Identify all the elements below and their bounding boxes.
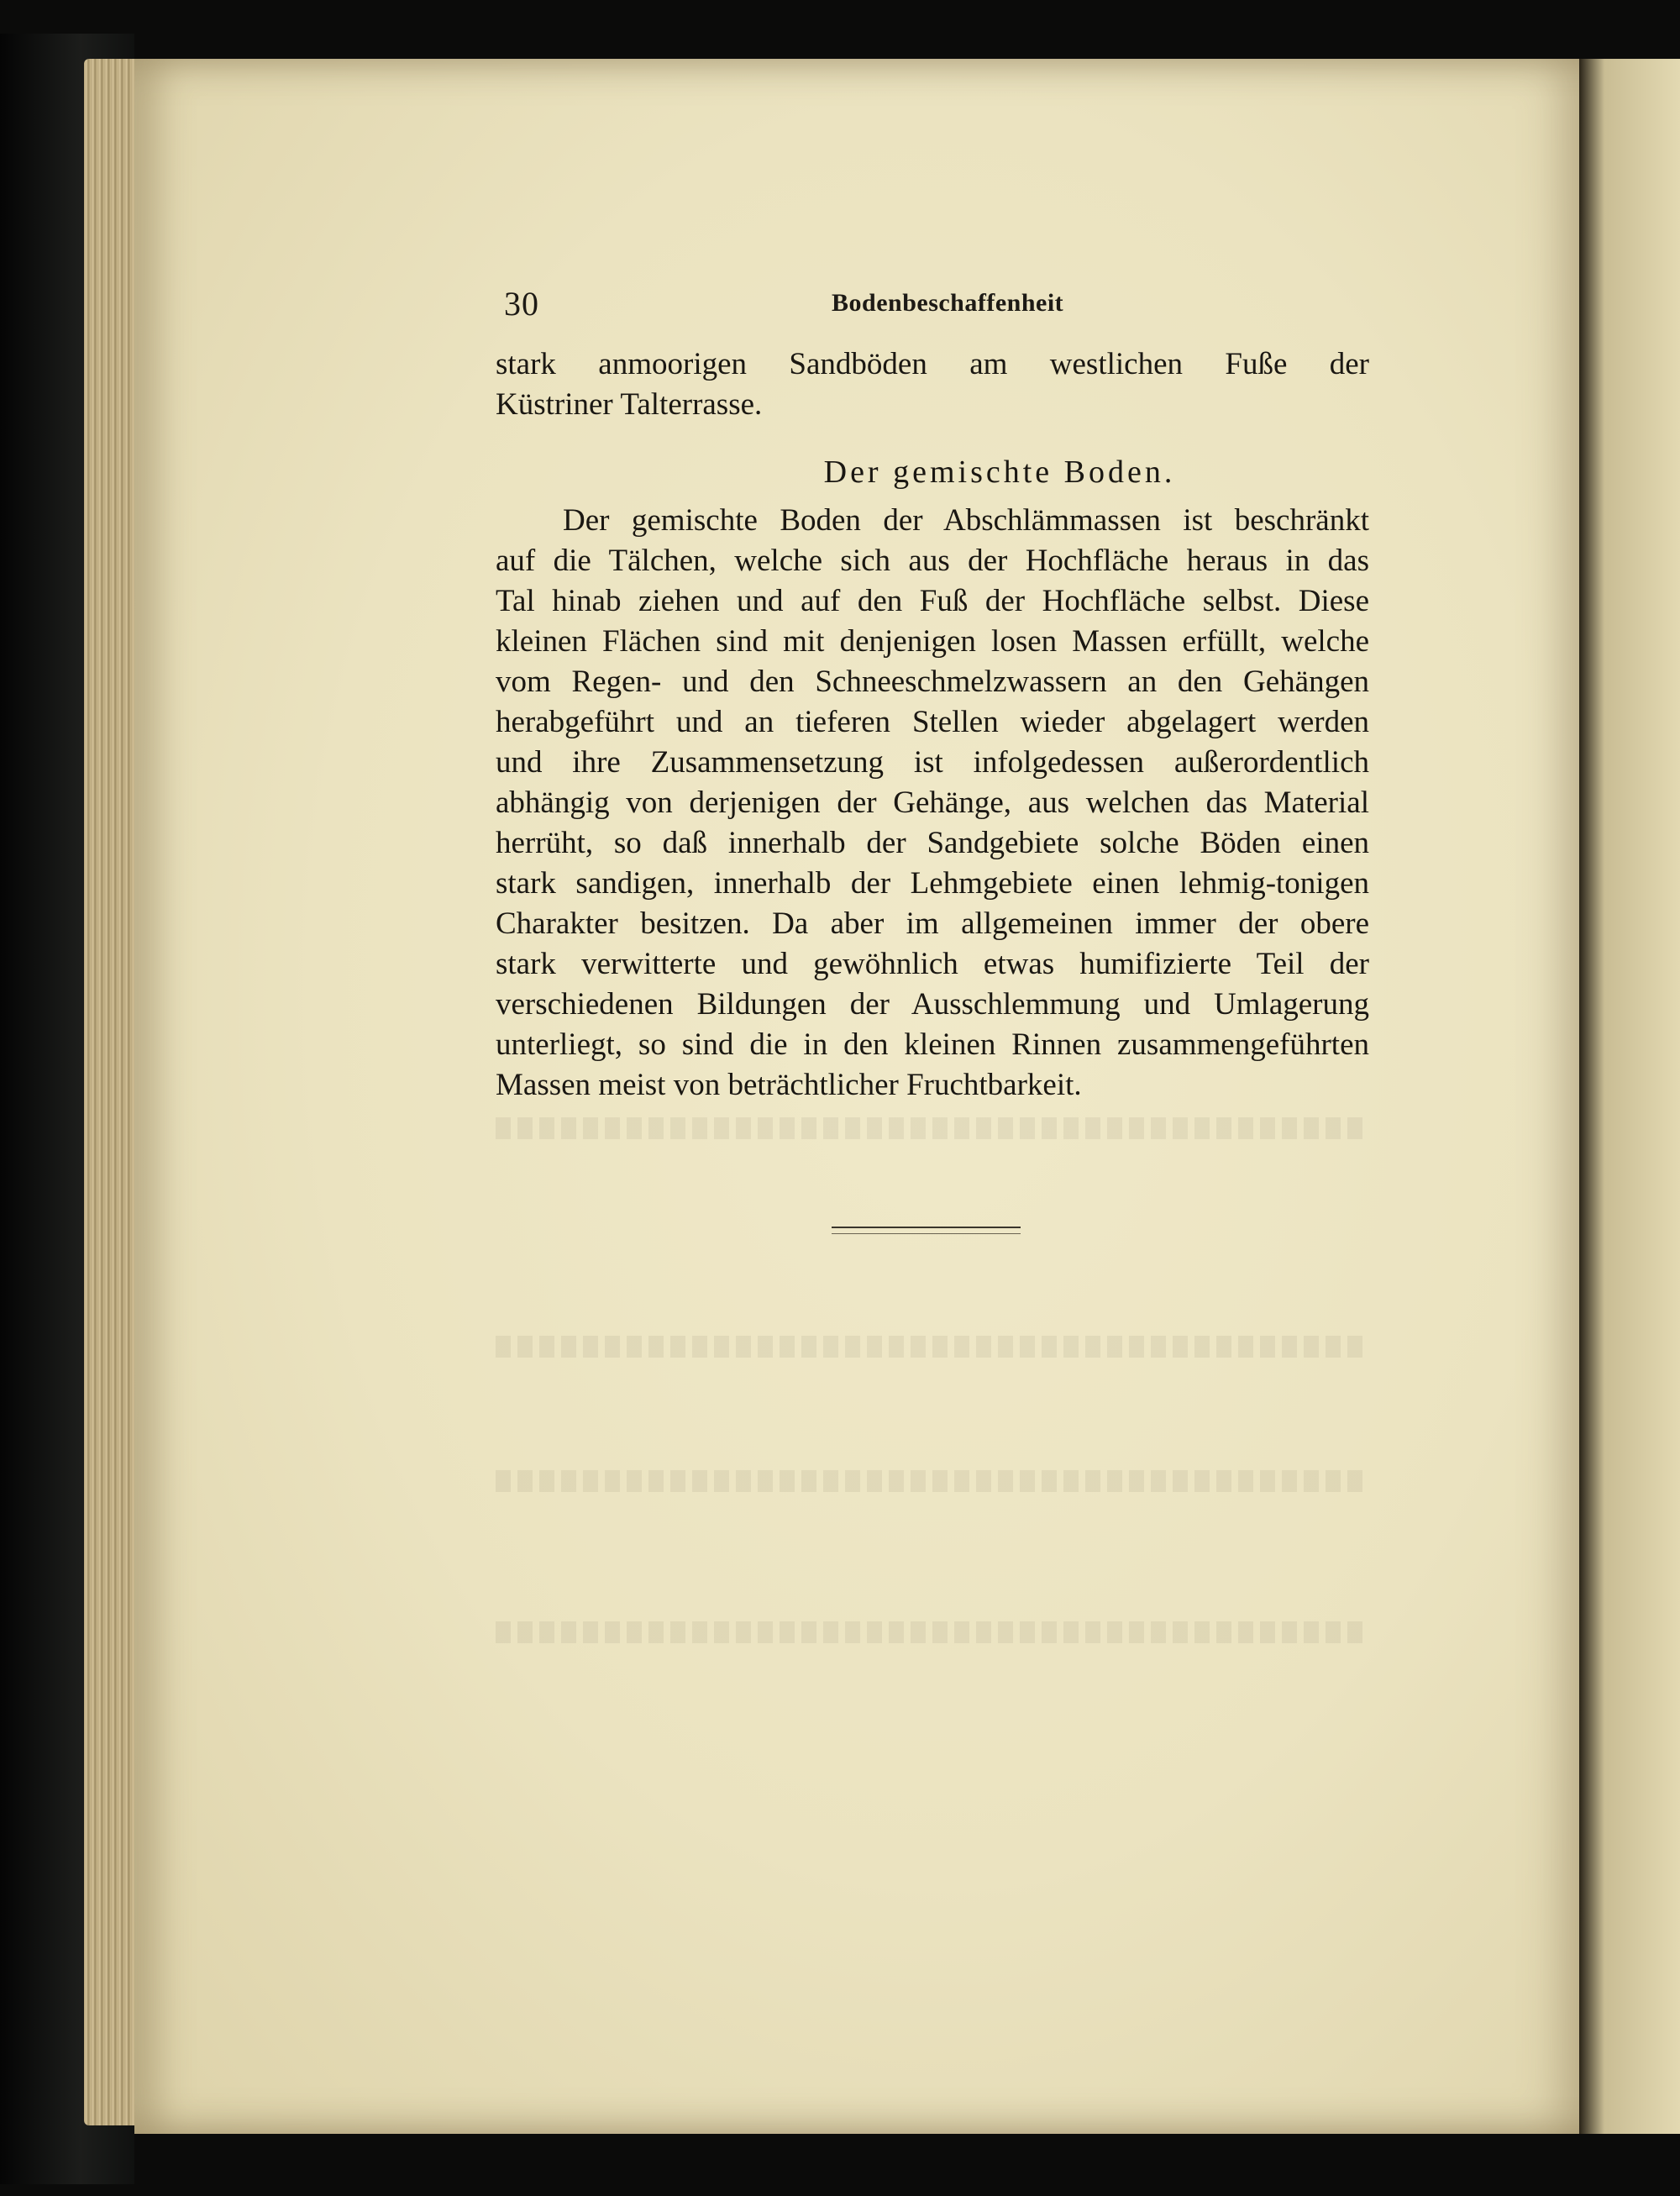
- text-line: Massen meist von beträchtlicher Fruchtbarkeit.: [496, 1068, 1082, 1102]
- text-line: verschiedenen Bildungen der Ausschlemmung und Umlagerung: [496, 987, 1369, 1022]
- text-line: Tal hinab ziehen und auf den Fuß der Hochfläche selbst. Diese: [496, 584, 1369, 618]
- show-through-text: [496, 1470, 1369, 1492]
- text-line: vom Regen- und den Schneeschmelzwassern an den Gehängen: [496, 665, 1369, 699]
- text-line: auf die Tälchen, welche sich aus der Hochfläche heraus in das: [496, 544, 1369, 578]
- text-line: kleinen Flächen sind mit denjenigen losen Massen erfüllt, welche: [496, 624, 1369, 659]
- show-through-text: [496, 1621, 1369, 1643]
- section-heading: Der gemischte Boden.: [823, 454, 1176, 490]
- running-title: Bodenbeschaffenheit: [832, 289, 1064, 317]
- show-through-text: [496, 1117, 1369, 1139]
- text-line: stark sandigen, innerhalb der Lehmgebiete einen lehmig-tonigen: [496, 866, 1369, 901]
- show-through-text: [496, 1336, 1369, 1358]
- page-number: 30: [504, 285, 539, 323]
- section-end-rule: [832, 1227, 1021, 1234]
- text-line: unterliegt, so sind die in den kleinen Rinnen zusammengeführten: [496, 1027, 1369, 1062]
- text-line: abhängig von derjenigen der Gehänge, aus welchen das Material: [496, 785, 1369, 820]
- text-line: Der gemischte Boden der Abschlämmassen ist beschränkt: [563, 503, 1369, 538]
- running-header: [504, 284, 1369, 326]
- text-line: und ihre Zusammensetzung ist infolgedessen außerordentlich: [496, 745, 1369, 780]
- text-line: stark anmoorigen Sandböden am westlichen Fuße der: [496, 347, 1369, 381]
- text-line: Charakter besitzen. Da aber im allgemeinen immer der obere: [496, 906, 1369, 941]
- adjacent-page-edge: [1579, 59, 1680, 2134]
- text-line: Küstriner Talterrasse.: [496, 387, 763, 422]
- text-line: herabgeführt und an tieferen Stellen wieder abgelagert werden: [496, 705, 1369, 739]
- text-line: stark verwitterte und gewöhnlich etwas humifizierte Teil der: [496, 947, 1369, 981]
- text-line: herrüht, so daß innerhalb der Sandgebiete solche Böden einen: [496, 826, 1369, 860]
